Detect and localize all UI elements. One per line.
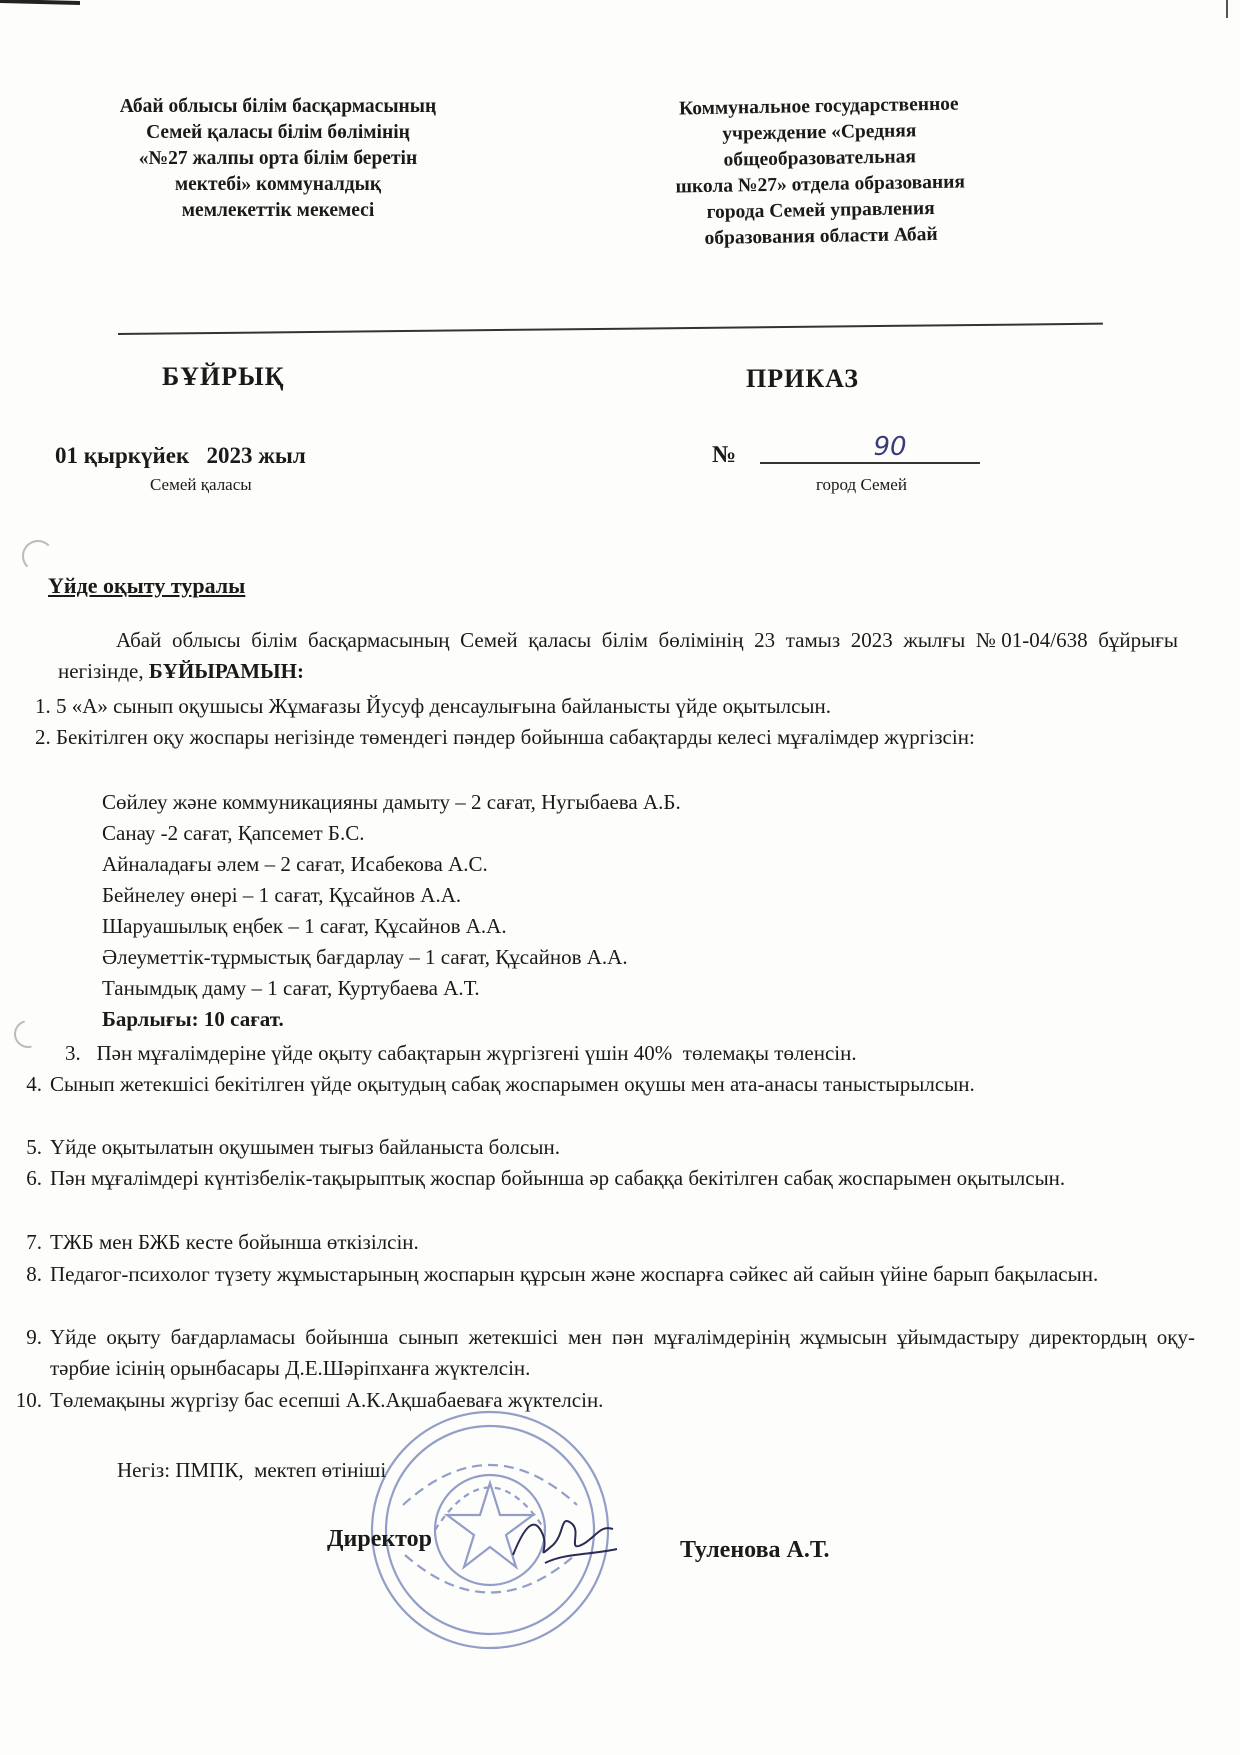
header-kz-line: Абай облысы білім басқармасының (119, 96, 437, 117)
item-number: 6. (26, 1166, 42, 1190)
order-subject: Үйде оқыту туралы (48, 573, 246, 598)
header-kazakh (88, 94, 468, 224)
title-kazakh: БҰЙРЫҚ (162, 362, 285, 391)
scan-corner-mark (1226, 0, 1228, 18)
order-intro (58, 625, 1178, 687)
order-basis: Негіз: ПМПК, мектеп өтініші (117, 1458, 387, 1482)
item-number: 7. (26, 1230, 42, 1254)
intro-text: Абай облысы білім басқармасының Семей қаласы білім бөлімінің 23 тамыз 2023 жылғы №01-04/638 бұйрығы негізінде, (58, 628, 1178, 683)
header-kz-line: Семей қаласы білім бөлімінің (146, 122, 410, 143)
intro-directive: БҰЙЫРАМЫН: (148, 659, 304, 683)
header-ru-line: образования области Абай (704, 223, 938, 250)
order-item-1: 1. 5 «А» сынып оқушысы Жұмағазы Йусуф денсаулығына байланысты үйде оқытылсын. (35, 694, 832, 718)
subject-line: Айналадағы әлем – 2 сағат, Исабекова А.С. (102, 852, 488, 876)
scan-edge-mark (0, 0, 80, 5)
header-kz-line: мектебі» коммуналдық (174, 174, 382, 195)
city-kazakh: Семей қаласы (150, 475, 252, 494)
item-number: 4. (26, 1072, 42, 1096)
subjects-total: Барлығы: 10 сағат. (102, 1007, 284, 1031)
scan-hole-mark (9, 1015, 47, 1053)
item-number: 8. (26, 1262, 42, 1286)
order-number-handwritten: 90 (760, 432, 980, 464)
order-number-label: № (712, 442, 737, 468)
item-text: ТЖБ мен БЖБ кесте бойынша өткізілсін. (50, 1230, 419, 1254)
header-divider (118, 323, 1103, 335)
subjects-list (102, 787, 1002, 1035)
item-text: Педагог-психолог түзету жұмыстарының жоспарын құрсын және жоспарға сәйкес ай сайын үйіне барып бақыласын. (50, 1262, 1099, 1286)
order-item-2: 2. Бекітілген оқу жоспары негізінде төмендегі пәндер бойынша сабақтарды келесі мұғалімдер жүргізсін: (35, 725, 975, 749)
item-text: Төлемақыны жүргізу бас есепші А.К.Ақшабаеваға жүктелсін. (50, 1388, 604, 1412)
signature-name: Туленова А.Т. (680, 1537, 830, 1563)
director-signature (505, 1505, 625, 1575)
subject-line: Әлеуметтік-тұрмыстық бағдарлау – 1 сағат, Құсайнов А.А. (102, 945, 628, 969)
item-number: 9. (26, 1325, 42, 1349)
subject-line: Бейнелеу өнері – 1 сағат, Құсайнов А.А. (102, 883, 462, 907)
scan-hole-mark (22, 540, 54, 572)
subject-line: Шаруашылық еңбек – 1 сағат, Құсайнов А.А. (102, 914, 507, 938)
city-russian: город Семей (816, 475, 907, 494)
order-date: 01 қыркүйек 2023 жыл (55, 443, 306, 468)
item-text: Пән мұғалімдері күнтізбелік-тақырыптық жоспар бойынша әр сабаққа бекітілген сабақ жоспарымен оқытылсын. (50, 1166, 1066, 1190)
order-item-3: 3. Пән мұғалімдеріне үйде оқыту сабақтарын жүргізгені үшін 40% төлемақы төленсін. (65, 1041, 857, 1065)
item-number: 5. (26, 1135, 42, 1159)
subject-line: Танымдық даму – 1 сағат, Куртубаева А.Т. (102, 976, 480, 1000)
header-ru-line: общеобразовательная (723, 146, 917, 171)
item-text: Үйде оқыту бағдарламасы бойынша сынып жетекшісі мен пән мұғалімдерінің жұмысын ұйымдастыру директордың оқу-тәрбие ісінің орынбасары Д.Е.Шәріпханға жүктелсін. (50, 1325, 1195, 1380)
item-text: Сынып жетекшісі бекітілген үйде оқытудың сабақ жоспарымен оқушы мен ата-анасы таныстырылсын. (50, 1072, 975, 1096)
header-kz-line: «№27 жалпы орта білім беретін (138, 148, 418, 169)
header-kz-line: мемлекеттік мекемесі (181, 200, 375, 221)
header-russian (639, 91, 1002, 253)
header-ru-line: школа №27» отдела образования (675, 171, 966, 198)
subject-line: Санау -2 сағат, Қапсемет Б.С. (102, 821, 365, 845)
item-number: 10. (15, 1388, 42, 1412)
signature-role: Директор (327, 1526, 432, 1552)
title-russian: ПРИКАЗ (746, 364, 860, 393)
header-ru-line: учреждение «Средняя (722, 120, 917, 145)
header-ru-line: Коммунальное государственное (678, 93, 959, 120)
header-ru-line: города Семей управления (706, 198, 935, 223)
subject-line: Сөйлеу және коммуникацияны дамыту – 2 сағат, Нугыбаева А.Б. (102, 790, 681, 814)
item-text: Үйде оқытылатын оқушымен тығыз байланыста болсын. (50, 1135, 560, 1159)
